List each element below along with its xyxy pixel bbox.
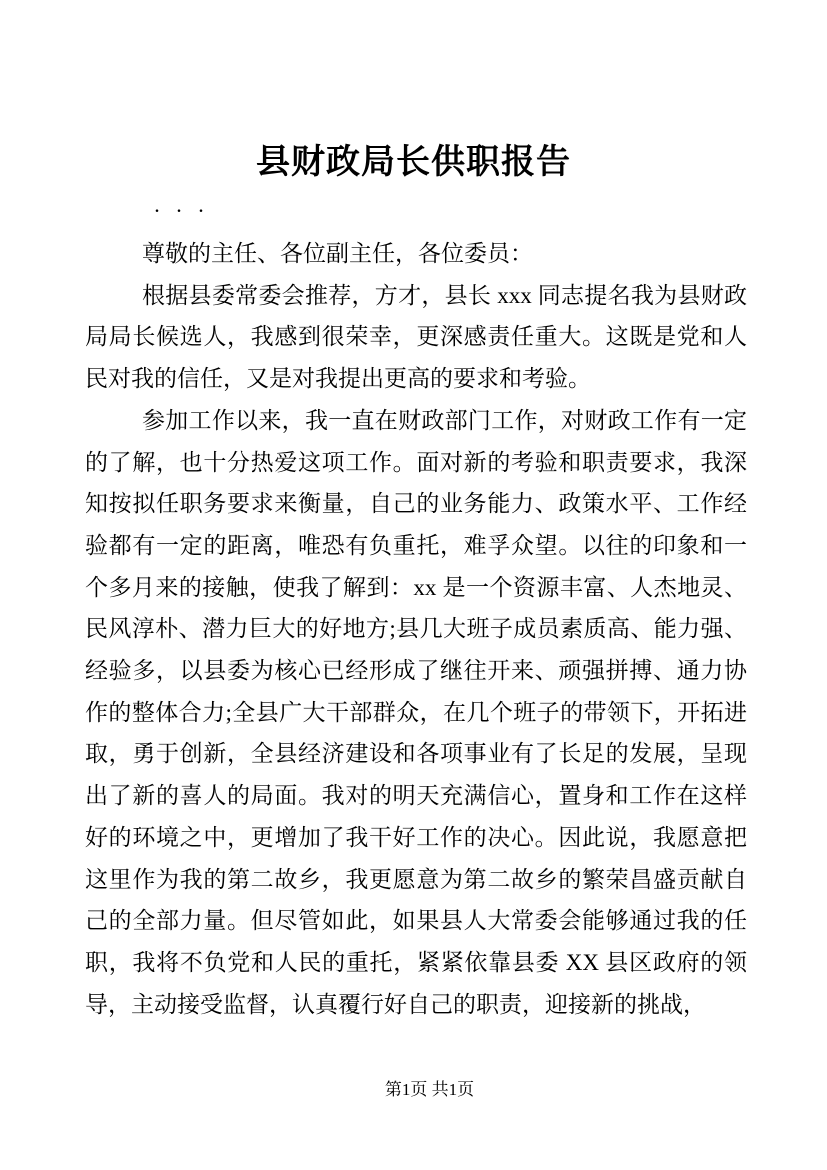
page-number-footer: 第1页 共1页: [384, 1080, 475, 1099]
salutation-paragraph: 尊敬的主任、各位副主任，各位委员：: [142, 241, 533, 266]
body-paragraph: 根据县委常委会推荐，方才，县长 xxx 同志提名我为县财政局局长候选人，我感到很荣幸，更深感责任重大。这既是党和人民对我的信任，又是对我提出更高的要求和考验。: [85, 282, 747, 392]
document-title: 县财政局长供职报告: [256, 144, 571, 181]
ellipsis-placeholder: . . .: [155, 199, 210, 216]
body-paragraph: 参加工作以来，我一直在财政部门工作，对财政工作有一定的了解，也十分热爱这项工作。面对新的考验和职责要求，我深知按拟任职务要求来衡量，自己的业务能力、政策水平、工作经验都有一定的距离，唯恐有负重托，难孚众望。以往的印象和一个多月来的接触，使我了解到：xx 是一个资源丰富、人杰地灵、民风淳朴、潜力巨大的好地方;县几大班子成员素质高、能力强、经验多，以县委为核心已经形成了继往开来、顽强拼搏、通力协作的整体合力;全县广大干部群众，在几个班子的带领下，开拓进取，勇于创新，全县经济建设和各项事业有了长足的发展，呈现出了新的喜人的局面。我对的明天充满信心，置身和工作在这样好的环境之中，更增加了我干好工作的决心。因此说，我愿意把这里作为我的第二故乡，我更愿意为第二故乡的繁荣昌盛贡献自己的全部力量。但尽管如此，如果县人大常委会能够通过我的任职，我将不负党和人民的重托，紧紧依靠县委 XX 县区政府的领导，主动接受监督，认真覆行好自己的职责，迎接新的挑战，: [85, 407, 747, 1017]
document-body: [85, 233, 747, 1025]
